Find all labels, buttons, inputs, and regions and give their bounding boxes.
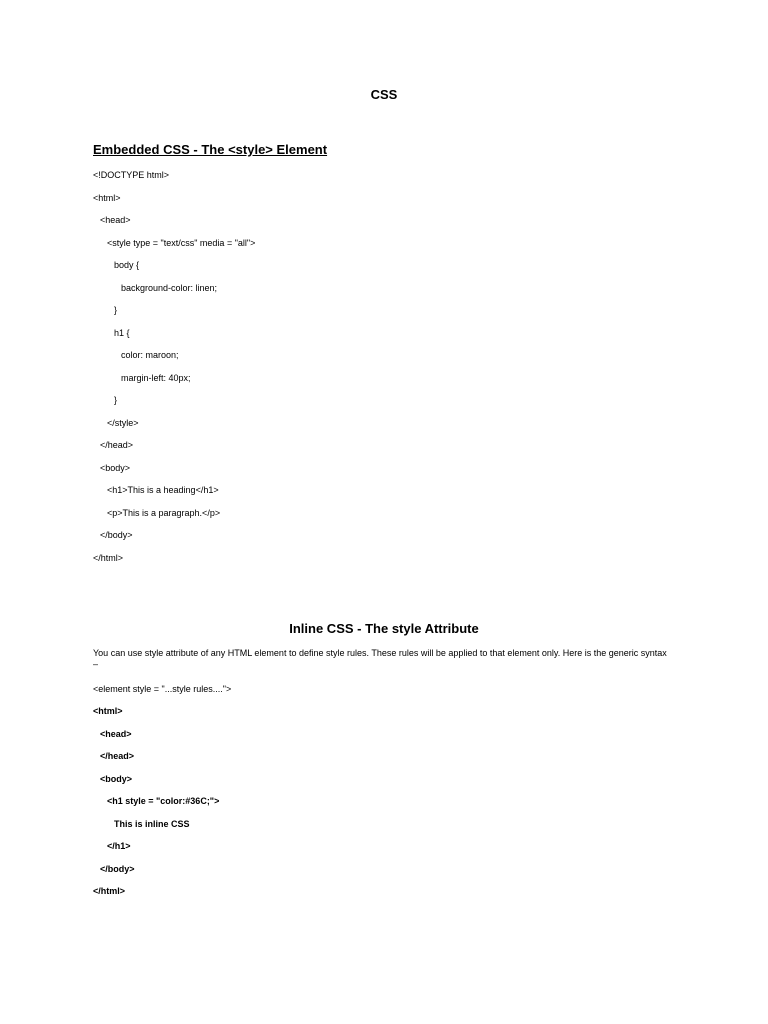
code-line: h1 { [114, 328, 130, 338]
syntax-line: <element style = "...style rules...."> [93, 684, 232, 694]
code-line: body { [114, 260, 140, 270]
code-line: </head> [100, 751, 135, 761]
code-line: <body> [100, 463, 131, 473]
code-line: <h1 style = "color:#36C;"> [107, 796, 220, 806]
code-line: <body> [100, 774, 133, 784]
code-line: } [114, 395, 118, 405]
code-line: </style> [107, 418, 139, 428]
code-line: <head> [100, 729, 132, 739]
document-title: CSS [370, 87, 398, 102]
code-line: <h1>This is a heading</h1> [107, 485, 219, 495]
code-line: </body> [100, 864, 135, 874]
code-line: <html> [93, 706, 123, 716]
code-line: background-color: linen; [121, 283, 218, 293]
code-line: </head> [100, 440, 134, 450]
section-heading-embedded-css: Embedded CSS - The <style> Element [93, 142, 328, 157]
code-line: margin-left: 40px; [121, 373, 191, 383]
code-line: </html> [93, 553, 124, 563]
code-line: </html> [93, 886, 126, 896]
code-line: color: maroon; [121, 350, 179, 360]
intro-paragraph: You can use style attribute of any HTML element to define style rules. These rules will be applied to that element only. Here is the generic syntax – [93, 648, 667, 669]
code-line: <head> [100, 215, 131, 225]
section-heading-inline-css: Inline CSS - The style Attribute [289, 621, 479, 636]
code-line: <p>This is a paragraph.</p> [107, 508, 221, 518]
code-line: </body> [100, 530, 133, 540]
code-line: This is inline CSS [114, 819, 190, 829]
code-line: <!DOCTYPE html> [93, 170, 170, 180]
code-line: </h1> [107, 841, 131, 851]
code-line: <style type = "text/css" media = "all"> [107, 238, 256, 248]
code-line: } [114, 305, 118, 315]
code-line: <html> [93, 193, 121, 203]
